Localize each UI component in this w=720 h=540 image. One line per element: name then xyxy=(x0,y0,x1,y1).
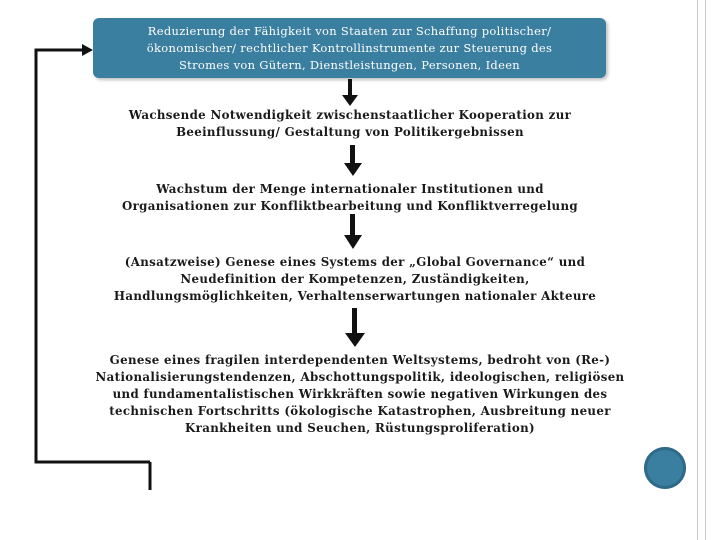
feedback-loop-arrowhead xyxy=(82,44,93,56)
step-line: Wachsende Notwendigkeit zwischenstaatlicher Kooperation zur xyxy=(128,108,572,122)
step-global-governance xyxy=(60,254,650,305)
step-line: Krankheiten und Seuchen, Rüstungsproliferation) xyxy=(185,421,535,435)
step-institutions xyxy=(60,181,640,215)
top-box-line: Reduzierung der Fähigkeit von Staaten zur Schaffung politischer/ xyxy=(147,23,552,38)
step-line: Handlungsmöglichkeiten, Verhaltenserwartungen nationaler Akteure xyxy=(113,289,597,303)
step-line: Beeinflussung/ Gestaltung von Politikergebnissen xyxy=(176,125,524,139)
step-line: Neudefinition der Kompetenzen, Zuständigkeiten, xyxy=(180,272,530,286)
decorative-circle xyxy=(644,447,686,489)
step-line: Organisationen zur Konfliktbearbeitung und Konfliktverregelung xyxy=(121,199,579,213)
step-line: und fundamentalistischen Wirkkräften sowie negativen Wirkungen des xyxy=(112,387,608,401)
step-line: (Ansatzweise) Genese eines Systems der „Global Governance“ und xyxy=(124,255,586,269)
down-arrow-icon xyxy=(340,79,360,107)
step-line: Nationalisierungstendenzen, Abschottungspolitik, ideologischen, religiösen xyxy=(95,370,625,384)
down-arrow-icon xyxy=(343,214,363,250)
step-cooperation xyxy=(60,107,640,141)
step-line: Genese eines fragilen interdependenten Weltsystems, bedroht von (Re-) xyxy=(109,353,611,367)
top-box-line: Stromes von Gütern, Dienstleistungen, Personen, Ideen xyxy=(178,57,521,72)
down-arrow-icon xyxy=(344,308,366,348)
step-line: Wachstum der Menge internationaler Institutionen und xyxy=(156,182,544,196)
step-line: technischen Fortschritts (ökologische Katastrophen, Ausbreitung neuer xyxy=(109,404,611,418)
top-box xyxy=(93,18,606,78)
down-arrow-icon xyxy=(343,145,363,177)
step-fragile-world-system xyxy=(60,352,660,437)
top-box-line: ökonomischer/ rechtlicher Kontrollinstrumente zur Steuerung des xyxy=(146,40,553,55)
